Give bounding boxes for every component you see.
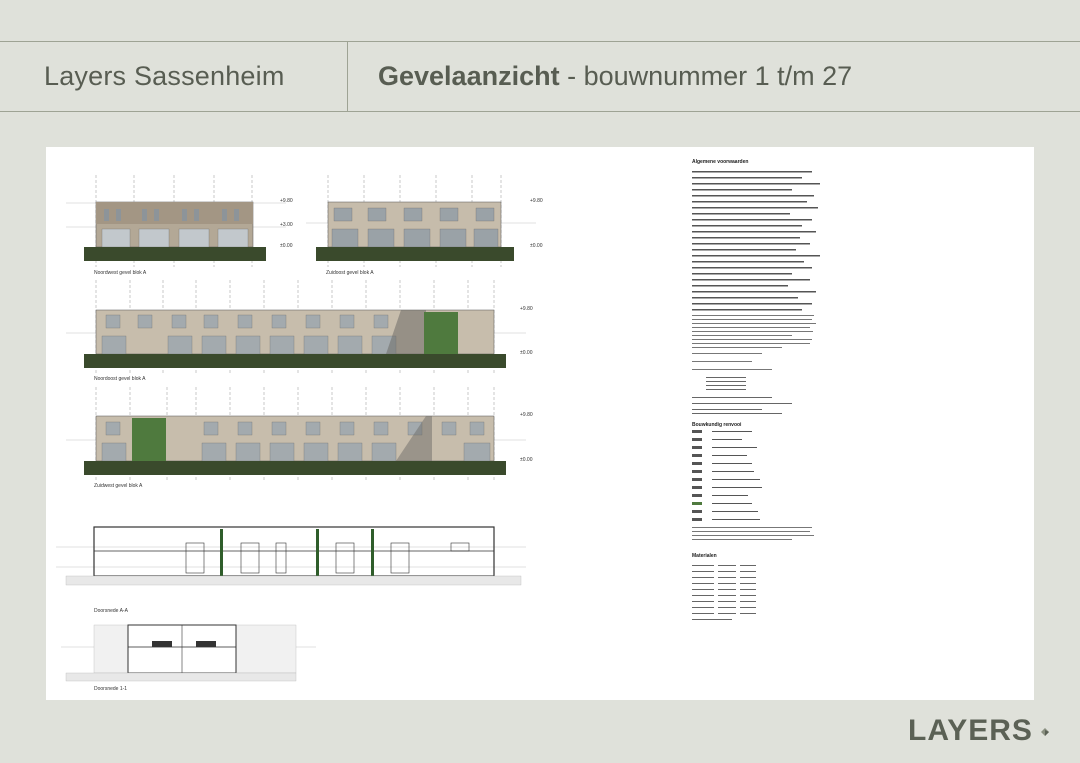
notes-general-title: Algemene voorwaarden	[692, 159, 749, 165]
general-notes	[692, 159, 820, 620]
section-11	[61, 625, 316, 692]
caption-zuidoost: Zuidoost gevel blok A	[326, 270, 374, 276]
svg-text:+9.80: +9.80	[530, 198, 543, 204]
caption-noordoost: Noordoost gevel blok A	[94, 376, 146, 382]
layers-logo: LAYERS	[908, 714, 1033, 747]
drawing-canvas	[46, 147, 1034, 700]
elevation-noordwest	[66, 175, 293, 276]
svg-text:±0.00: ±0.00	[520, 457, 533, 463]
sheet-title-bold: Gevelaanzicht	[378, 61, 560, 91]
caption-noordwest: Noordwest gevel blok A	[94, 270, 147, 276]
notes-materials-title: Materialen	[692, 553, 717, 559]
elevation-zuidoost	[306, 175, 543, 276]
page-header	[0, 41, 1080, 112]
section-aa	[56, 527, 526, 614]
svg-text:+9.80: +9.80	[280, 198, 293, 204]
svg-text:±0.00: ±0.00	[280, 243, 293, 249]
caption-doorsnede-11: Doorsnede 1-1	[94, 686, 128, 692]
caption-zuidwest: Zuidwest gevel blok A	[94, 483, 143, 489]
svg-text:±0.00: ±0.00	[530, 243, 543, 249]
layers-diamond-icon	[1040, 727, 1050, 737]
elevation-noordoost	[66, 280, 533, 382]
svg-text:+3.00: +3.00	[280, 222, 293, 228]
project-title: Layers Sassenheim	[44, 61, 285, 91]
caption-doorsnede-aa: Doorsnede A-A	[94, 608, 128, 614]
elevation-drawing-sheet	[46, 147, 1034, 700]
sheet-title-rest: - bouwnummer 1 t/m 27	[559, 61, 853, 91]
elevation-zuidwest	[66, 387, 533, 489]
sheet-title	[378, 61, 852, 92]
svg-text:+9.80: +9.80	[520, 306, 533, 312]
svg-text:±0.00: ±0.00	[520, 350, 533, 356]
notes-legend-title: Bouwkundig renvooi	[692, 422, 742, 428]
header-divider	[347, 42, 348, 111]
svg-text:+9.80: +9.80	[520, 412, 533, 418]
